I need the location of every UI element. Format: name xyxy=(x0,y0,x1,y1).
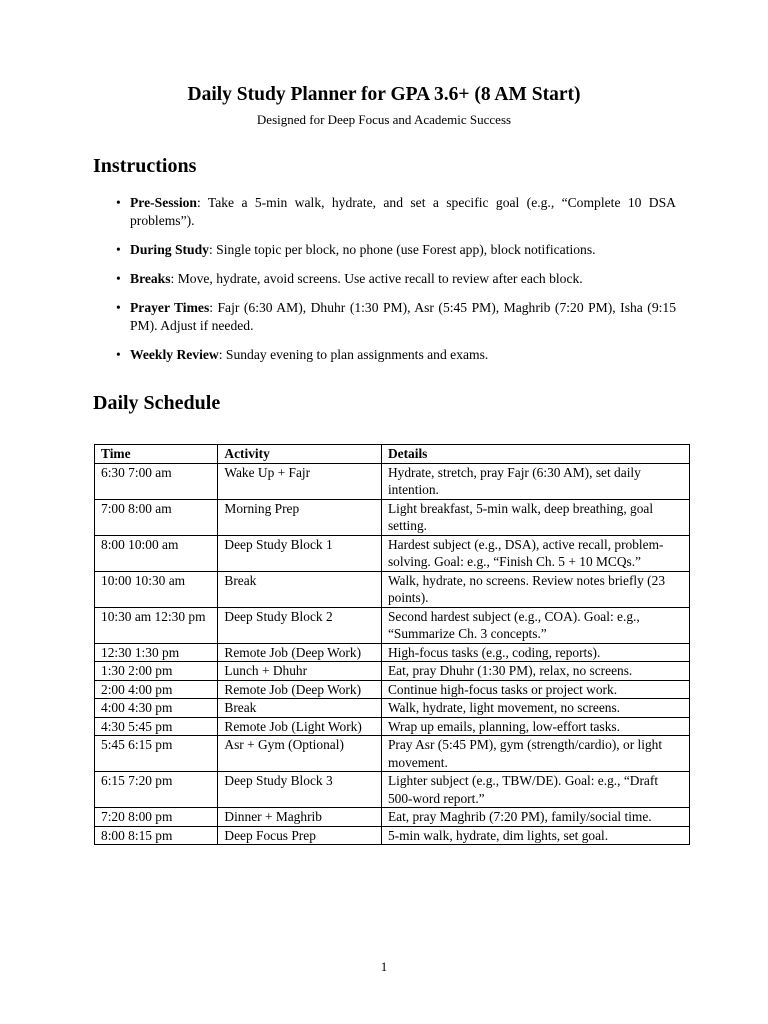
cell-time: 10:30 am 12:30 pm xyxy=(95,607,218,643)
schedule-header-row xyxy=(95,445,690,464)
instruction-text: : Sunday evening to plan assignments and exams. xyxy=(218,347,489,362)
cell-activity: Deep Focus Prep xyxy=(218,826,382,845)
cell-details: Walk, hydrate, no screens. Review notes briefly (23 points). xyxy=(381,571,689,607)
cell-activity: Asr + Gym (Optional) xyxy=(218,736,382,772)
instruction-text: : Single topic per block, no phone (use Forest app), block notifications. xyxy=(208,242,596,257)
cell-time: 7:00 8:00 am xyxy=(95,499,218,535)
table-row xyxy=(95,535,690,571)
table-row xyxy=(95,643,690,662)
instruction-label: Weekly Review xyxy=(130,347,219,362)
table-row xyxy=(95,499,690,535)
cell-time: 4:00 4:30 pm xyxy=(95,699,218,718)
schedule-table xyxy=(94,444,690,845)
table-row xyxy=(95,736,690,772)
instruction-text: : Move, hydrate, avoid screens. Use active recall to review after each block. xyxy=(170,271,583,286)
cell-activity: Dinner + Maghrib xyxy=(218,808,382,827)
document-subtitle: Designed for Deep Focus and Academic Success xyxy=(256,112,512,127)
cell-details: Pray Asr (5:45 PM), gym (strength/cardio), or light movement. xyxy=(381,736,689,772)
cell-details: Light breakfast, 5-min walk, deep breathing, goal setting. xyxy=(381,499,689,535)
bullet-icon: • xyxy=(116,347,121,362)
instruction-item xyxy=(116,270,676,288)
cell-details: Eat, pray Maghrib (7:20 PM), family/social time. xyxy=(381,808,689,827)
cell-details: Hardest subject (e.g., DSA), active recall, problem-solving. Goal: e.g., “Finish Ch. 5 + 10 MCQs.” xyxy=(381,535,689,571)
cell-time: 8:00 10:00 am xyxy=(95,535,218,571)
instruction-item xyxy=(116,299,676,335)
table-row xyxy=(95,463,690,499)
instruction-label: Breaks xyxy=(130,271,171,286)
instruction-label: Prayer Times xyxy=(130,300,210,315)
table-row xyxy=(95,772,690,808)
instruction-item xyxy=(116,346,676,364)
cell-activity: Wake Up + Fajr xyxy=(218,463,382,499)
cell-activity: Morning Prep xyxy=(218,499,382,535)
instruction-text: : Fajr (6:30 AM), Dhuhr (1:30 PM), Asr (5:45 PM), Maghrib (7:20 PM), Isha (9:15 PM). Adjust if needed. xyxy=(130,300,676,333)
cell-activity: Remote Job (Deep Work) xyxy=(218,643,382,662)
cell-details: Wrap up emails, planning, low-effort tasks. xyxy=(381,717,689,736)
instruction-item xyxy=(116,241,676,259)
cell-details: Eat, pray Dhuhr (1:30 PM), relax, no screens. xyxy=(381,662,689,681)
instructions-heading: Instructions xyxy=(93,155,197,177)
document-title: Daily Study Planner for GPA 3.6+ (8 AM Start) xyxy=(187,84,581,105)
cell-details: Hydrate, stretch, pray Fajr (6:30 AM), set daily intention. xyxy=(381,463,689,499)
instruction-label: During Study xyxy=(130,242,209,257)
cell-time: 2:00 4:00 pm xyxy=(95,680,218,699)
cell-time: 4:30 5:45 pm xyxy=(95,717,218,736)
column-header-details: Details xyxy=(381,445,689,464)
table-row xyxy=(95,571,690,607)
cell-time: 5:45 6:15 pm xyxy=(95,736,218,772)
table-row xyxy=(95,717,690,736)
cell-activity: Lunch + Dhuhr xyxy=(218,662,382,681)
cell-details: High-focus tasks (e.g., coding, reports). xyxy=(381,643,689,662)
cell-time: 6:15 7:20 pm xyxy=(95,772,218,808)
cell-time: 7:20 8:00 pm xyxy=(95,808,218,827)
table-row xyxy=(95,699,690,718)
cell-activity: Remote Job (Deep Work) xyxy=(218,680,382,699)
table-row xyxy=(95,680,690,699)
cell-details: Continue high-focus tasks or project work. xyxy=(381,680,689,699)
cell-time: 10:00 10:30 am xyxy=(95,571,218,607)
cell-time: 12:30 1:30 pm xyxy=(95,643,218,662)
bullet-icon: • xyxy=(116,300,121,315)
cell-activity: Deep Study Block 2 xyxy=(218,607,382,643)
bullet-icon: • xyxy=(116,242,121,257)
cell-time: 1:30 2:00 pm xyxy=(95,662,218,681)
instructions-list xyxy=(116,194,676,375)
cell-details: 5-min walk, hydrate, dim lights, set goal. xyxy=(381,826,689,845)
instruction-item xyxy=(116,194,676,230)
table-row xyxy=(95,662,690,681)
cell-activity: Break xyxy=(218,571,382,607)
instruction-text: : Take a 5-min walk, hydrate, and set a specific goal (e.g., “Complete 10 DSA problems”). xyxy=(130,195,676,228)
table-row xyxy=(95,808,690,827)
cell-activity: Remote Job (Light Work) xyxy=(218,717,382,736)
cell-activity: Deep Study Block 1 xyxy=(218,535,382,571)
cell-time: 8:00 8:15 pm xyxy=(95,826,218,845)
table-row xyxy=(95,607,690,643)
column-header-activity: Activity xyxy=(218,445,382,464)
cell-details: Second hardest subject (e.g., COA). Goal: e.g., “Summarize Ch. 3 concepts.” xyxy=(381,607,689,643)
instruction-label: Pre-Session xyxy=(130,195,197,210)
bullet-icon: • xyxy=(116,195,121,210)
table-row xyxy=(95,826,690,845)
page-number: 1 xyxy=(380,959,388,974)
column-header-time: Time xyxy=(95,445,218,464)
schedule-heading: Daily Schedule xyxy=(93,392,221,414)
cell-details: Lighter subject (e.g., TBW/DE). Goal: e.g., “Draft 500-word report.” xyxy=(381,772,689,808)
schedule-body xyxy=(95,463,690,845)
cell-activity: Deep Study Block 3 xyxy=(218,772,382,808)
cell-time: 6:30 7:00 am xyxy=(95,463,218,499)
cell-details: Walk, hydrate, light movement, no screens. xyxy=(381,699,689,718)
cell-activity: Break xyxy=(218,699,382,718)
bullet-icon: • xyxy=(116,271,121,286)
